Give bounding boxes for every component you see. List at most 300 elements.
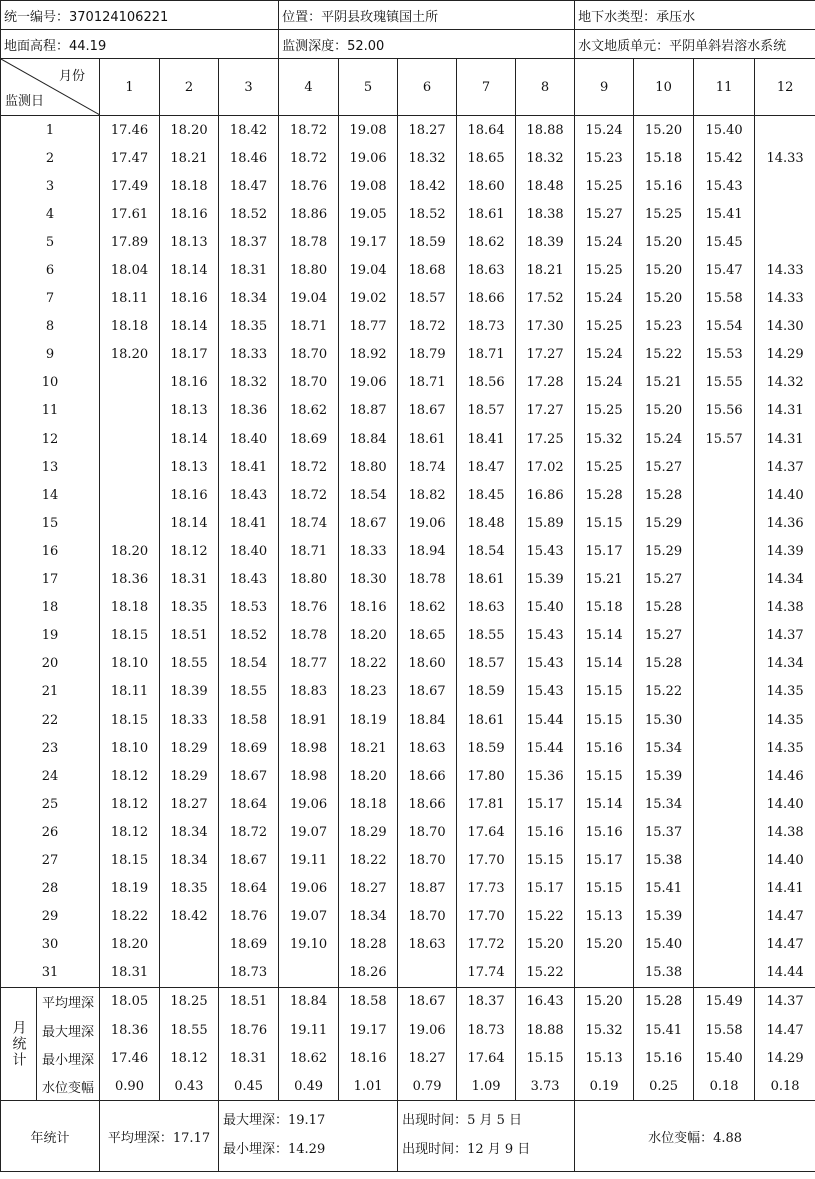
day-number: 18 xyxy=(1,594,100,622)
depth-value: 18.27 xyxy=(398,116,457,145)
depth-value: 15.18 xyxy=(634,144,694,172)
depth-value: 15.15 xyxy=(575,762,634,790)
depth-value: 18.33 xyxy=(160,706,219,734)
depth-value xyxy=(694,790,755,818)
month-header: 6 xyxy=(398,59,457,116)
yearly-extreme-times xyxy=(398,1101,575,1172)
depth-value: 18.16 xyxy=(160,481,219,509)
table-row xyxy=(1,285,815,313)
table-row xyxy=(1,313,815,341)
depth-value: 18.20 xyxy=(100,341,160,369)
depth-value: 15.25 xyxy=(575,256,634,284)
table-row xyxy=(1,706,815,734)
depth-value xyxy=(694,650,755,678)
depth-value: 18.92 xyxy=(339,341,398,369)
monthly-stat-row xyxy=(1,987,815,1016)
depth-value: 15.14 xyxy=(575,622,634,650)
stat-value: 15.32 xyxy=(575,1016,634,1044)
yearly-min: 最小埋深：14.29 xyxy=(223,1142,326,1158)
depth-value: 15.25 xyxy=(634,200,694,228)
depth-value: 18.74 xyxy=(398,453,457,481)
depth-value: 18.76 xyxy=(279,172,339,200)
depth-value: 15.39 xyxy=(634,762,694,790)
depth-value: 18.62 xyxy=(279,397,339,425)
stat-value: 18.37 xyxy=(457,987,516,1016)
depth-value: 18.69 xyxy=(279,425,339,453)
depth-value: 15.34 xyxy=(634,790,694,818)
depth-value: 18.62 xyxy=(457,228,516,256)
day-number: 26 xyxy=(1,818,100,846)
depth-value: 19.17 xyxy=(339,228,398,256)
depth-value: 15.43 xyxy=(516,650,575,678)
table-row xyxy=(1,172,815,200)
table-row xyxy=(1,762,815,790)
depth-value: 15.24 xyxy=(575,369,634,397)
stat-value: 15.13 xyxy=(575,1044,634,1072)
depth-value: 18.72 xyxy=(279,453,339,481)
depth-value xyxy=(694,678,755,706)
depth-value: 18.59 xyxy=(457,734,516,762)
table-row xyxy=(1,453,815,481)
yearly-max-time: 出现时间：5 月 5 日 xyxy=(402,1113,523,1129)
stat-value: 18.36 xyxy=(100,1016,160,1044)
depth-value: 15.36 xyxy=(516,762,575,790)
depth-value: 18.70 xyxy=(398,903,457,931)
depth-value: 18.63 xyxy=(398,734,457,762)
table-row xyxy=(1,650,815,678)
depth-value: 18.70 xyxy=(398,846,457,874)
depth-value: 14.40 xyxy=(755,790,815,818)
depth-value: 18.67 xyxy=(339,509,398,537)
depth-value: 15.22 xyxy=(634,678,694,706)
depth-value: 18.36 xyxy=(100,566,160,594)
table-row xyxy=(1,341,815,369)
stat-value: 15.16 xyxy=(634,1044,694,1072)
depth-value: 15.16 xyxy=(516,818,575,846)
table-row xyxy=(1,903,815,931)
depth-value: 18.76 xyxy=(279,594,339,622)
depth-value: 17.28 xyxy=(516,369,575,397)
depth-value: 18.69 xyxy=(219,931,279,959)
depth-value: 18.35 xyxy=(160,594,219,622)
depth-value: 18.43 xyxy=(219,481,279,509)
depth-value: 18.12 xyxy=(100,818,160,846)
depth-value: 18.38 xyxy=(516,200,575,228)
depth-value: 18.20 xyxy=(160,116,219,145)
stat-value: 16.43 xyxy=(516,987,575,1016)
depth-value: 15.15 xyxy=(575,678,634,706)
month-header: 10 xyxy=(634,59,694,116)
depth-value: 18.37 xyxy=(219,228,279,256)
monthly-stat-row xyxy=(1,1072,815,1101)
depth-value: 18.14 xyxy=(160,256,219,284)
depth-value: 18.15 xyxy=(100,622,160,650)
stat-value: 18.12 xyxy=(160,1044,219,1072)
depth-value: 15.43 xyxy=(516,678,575,706)
depth-value: 14.37 xyxy=(755,622,815,650)
depth-value: 18.27 xyxy=(339,875,398,903)
depth-value: 18.15 xyxy=(100,846,160,874)
stat-value: 18.73 xyxy=(457,1016,516,1044)
depth-value: 18.98 xyxy=(279,734,339,762)
stat-value: 17.64 xyxy=(457,1044,516,1072)
depth-value: 15.44 xyxy=(516,706,575,734)
depth-value xyxy=(279,959,339,988)
depth-value: 18.35 xyxy=(160,875,219,903)
depth-value xyxy=(100,481,160,509)
depth-value: 18.73 xyxy=(457,313,516,341)
table-row xyxy=(1,594,815,622)
month-header: 5 xyxy=(339,59,398,116)
depth-value: 15.15 xyxy=(575,875,634,903)
day-number: 17 xyxy=(1,566,100,594)
depth-value: 18.61 xyxy=(457,200,516,228)
day-number: 27 xyxy=(1,846,100,874)
depth-value: 18.69 xyxy=(219,734,279,762)
depth-value: 18.18 xyxy=(100,594,160,622)
stat-value: 18.05 xyxy=(100,987,160,1016)
month-header: 8 xyxy=(516,59,575,116)
depth-value: 18.77 xyxy=(279,650,339,678)
depth-value xyxy=(398,959,457,988)
depth-value: 18.29 xyxy=(160,762,219,790)
stat-value: 15.28 xyxy=(634,987,694,1016)
depth-value: 15.20 xyxy=(634,116,694,145)
depth-value: 15.20 xyxy=(634,397,694,425)
depth-value: 14.34 xyxy=(755,566,815,594)
depth-value: 18.72 xyxy=(219,818,279,846)
depth-value: 14.31 xyxy=(755,425,815,453)
depth-value: 18.16 xyxy=(160,285,219,313)
depth-value: 18.70 xyxy=(398,818,457,846)
day-number: 20 xyxy=(1,650,100,678)
month-header: 3 xyxy=(219,59,279,116)
depth-value: 18.54 xyxy=(339,481,398,509)
depth-value: 17.74 xyxy=(457,959,516,988)
depth-value xyxy=(694,453,755,481)
depth-value: 18.64 xyxy=(457,116,516,145)
depth-value: 18.64 xyxy=(219,790,279,818)
depth-value: 18.55 xyxy=(219,678,279,706)
depth-value xyxy=(575,959,634,988)
month-header: 4 xyxy=(279,59,339,116)
table-row xyxy=(1,228,815,256)
table-row xyxy=(1,397,815,425)
depth-value: 18.54 xyxy=(457,537,516,565)
depth-value: 17.49 xyxy=(100,172,160,200)
depth-value: 18.26 xyxy=(339,959,398,988)
depth-value: 18.20 xyxy=(100,537,160,565)
depth-value: 19.06 xyxy=(279,875,339,903)
table-row xyxy=(1,959,815,988)
table-row xyxy=(1,537,815,565)
depth-value: 17.02 xyxy=(516,453,575,481)
depth-value: 18.59 xyxy=(398,228,457,256)
monitoring-depth: 监测深度：52.00 xyxy=(279,30,575,59)
depth-value: 15.13 xyxy=(575,903,634,931)
depth-value: 15.28 xyxy=(634,650,694,678)
day-number: 8 xyxy=(1,313,100,341)
depth-value: 14.38 xyxy=(755,818,815,846)
depth-value: 18.20 xyxy=(100,931,160,959)
depth-value: 18.84 xyxy=(339,425,398,453)
depth-value: 16.86 xyxy=(516,481,575,509)
depth-value: 19.07 xyxy=(279,818,339,846)
depth-value: 17.80 xyxy=(457,762,516,790)
depth-value xyxy=(694,875,755,903)
depth-value: 18.84 xyxy=(398,706,457,734)
depth-value: 18.34 xyxy=(160,818,219,846)
depth-value: 15.28 xyxy=(575,481,634,509)
depth-value: 15.27 xyxy=(634,622,694,650)
depth-value: 18.62 xyxy=(398,594,457,622)
depth-value xyxy=(160,931,219,959)
depth-value: 18.70 xyxy=(279,369,339,397)
depth-value: 15.16 xyxy=(575,734,634,762)
table-row xyxy=(1,566,815,594)
stat-value: 15.49 xyxy=(694,987,755,1016)
depth-value: 15.47 xyxy=(694,256,755,284)
stat-name: 最小埋深 xyxy=(37,1044,100,1072)
depth-value: 18.22 xyxy=(339,846,398,874)
depth-value xyxy=(694,818,755,846)
depth-value: 18.14 xyxy=(160,509,219,537)
depth-value: 18.59 xyxy=(457,678,516,706)
depth-value: 18.58 xyxy=(219,706,279,734)
table-row xyxy=(1,818,815,846)
depth-value: 14.30 xyxy=(755,313,815,341)
stat-value: 15.15 xyxy=(516,1044,575,1072)
depth-value: 15.16 xyxy=(634,172,694,200)
depth-value: 18.86 xyxy=(279,200,339,228)
depth-value: 19.04 xyxy=(279,285,339,313)
depth-value: 15.17 xyxy=(575,846,634,874)
depth-value: 18.17 xyxy=(160,341,219,369)
stat-value: 18.58 xyxy=(339,987,398,1016)
stat-value: 3.73 xyxy=(516,1072,575,1101)
depth-value: 17.47 xyxy=(100,144,160,172)
depth-value: 15.15 xyxy=(516,846,575,874)
depth-value xyxy=(694,762,755,790)
month-axis-label: 月份 xyxy=(58,69,85,84)
day-number: 4 xyxy=(1,200,100,228)
depth-value: 18.42 xyxy=(398,172,457,200)
depth-value: 15.53 xyxy=(694,341,755,369)
depth-value: 17.25 xyxy=(516,425,575,453)
depth-value: 17.30 xyxy=(516,313,575,341)
stat-value: 19.17 xyxy=(339,1016,398,1044)
month-header: 7 xyxy=(457,59,516,116)
day-number: 2 xyxy=(1,144,100,172)
depth-value: 18.66 xyxy=(457,285,516,313)
depth-value: 14.29 xyxy=(755,341,815,369)
depth-value: 17.73 xyxy=(457,875,516,903)
monthly-stat-row xyxy=(1,1044,815,1072)
day-number: 1 xyxy=(1,116,100,145)
month-header: 11 xyxy=(694,59,755,116)
depth-value: 18.72 xyxy=(398,313,457,341)
depth-value: 15.43 xyxy=(516,622,575,650)
depth-value: 18.14 xyxy=(160,313,219,341)
station-id: 统一编号：370124106221 xyxy=(1,1,279,30)
depth-value: 19.10 xyxy=(279,931,339,959)
stat-value: 0.19 xyxy=(575,1072,634,1101)
depth-value: 18.32 xyxy=(516,144,575,172)
table-row xyxy=(1,622,815,650)
depth-value: 18.18 xyxy=(339,790,398,818)
table-row xyxy=(1,481,815,509)
depth-value: 18.16 xyxy=(160,369,219,397)
depth-value: 18.13 xyxy=(160,397,219,425)
depth-value: 18.31 xyxy=(100,959,160,988)
depth-value: 15.17 xyxy=(516,790,575,818)
depth-value: 17.70 xyxy=(457,903,516,931)
depth-value: 18.35 xyxy=(219,313,279,341)
depth-value: 18.11 xyxy=(100,678,160,706)
depth-value: 18.45 xyxy=(457,481,516,509)
location: 位置：平阴县玫瑰镇国土所 xyxy=(279,1,575,30)
depth-value: 18.19 xyxy=(100,875,160,903)
depth-value: 18.68 xyxy=(398,256,457,284)
depth-value: 18.39 xyxy=(516,228,575,256)
depth-value: 18.29 xyxy=(339,818,398,846)
table-row xyxy=(1,734,815,762)
depth-value: 19.04 xyxy=(339,256,398,284)
depth-value: 15.24 xyxy=(634,425,694,453)
day-number: 31 xyxy=(1,959,100,988)
depth-value: 18.41 xyxy=(219,453,279,481)
yearly-range: 水位变幅：4.88 xyxy=(575,1101,815,1172)
depth-value: 15.17 xyxy=(516,875,575,903)
day-number: 24 xyxy=(1,762,100,790)
table-row xyxy=(1,790,815,818)
depth-value: 15.24 xyxy=(575,285,634,313)
monthly-stat-row xyxy=(1,1016,815,1044)
depth-value: 15.23 xyxy=(634,313,694,341)
depth-value: 18.94 xyxy=(398,537,457,565)
day-number: 16 xyxy=(1,537,100,565)
stat-value: 0.18 xyxy=(755,1072,815,1101)
depth-value: 18.14 xyxy=(160,425,219,453)
depth-value: 18.11 xyxy=(100,285,160,313)
depth-value: 18.23 xyxy=(339,678,398,706)
table-row xyxy=(1,116,815,145)
yearly-stat-row xyxy=(1,1101,815,1172)
depth-value: 18.29 xyxy=(160,734,219,762)
yearly-max: 最大埋深：19.17 xyxy=(223,1113,326,1129)
stat-value: 0.18 xyxy=(694,1072,755,1101)
depth-value xyxy=(160,959,219,988)
depth-value: 15.32 xyxy=(575,425,634,453)
depth-value: 18.20 xyxy=(339,762,398,790)
depth-value: 18.63 xyxy=(398,931,457,959)
depth-value xyxy=(100,369,160,397)
stat-name: 水位变幅 xyxy=(37,1072,100,1101)
depth-value: 14.40 xyxy=(755,846,815,874)
depth-value: 19.11 xyxy=(279,846,339,874)
depth-value: 18.42 xyxy=(160,903,219,931)
depth-value: 15.28 xyxy=(634,594,694,622)
stat-value: 14.37 xyxy=(755,987,815,1016)
day-number: 15 xyxy=(1,509,100,537)
depth-value xyxy=(755,228,815,256)
day-number: 28 xyxy=(1,875,100,903)
depth-value xyxy=(694,481,755,509)
depth-value: 19.08 xyxy=(339,116,398,145)
stat-value: 14.47 xyxy=(755,1016,815,1044)
stat-value: 18.55 xyxy=(160,1016,219,1044)
yearly-extremes xyxy=(219,1101,398,1172)
corner-cell xyxy=(1,59,100,116)
depth-value: 18.71 xyxy=(398,369,457,397)
depth-value: 15.39 xyxy=(516,566,575,594)
depth-value: 18.27 xyxy=(160,790,219,818)
stat-value: 19.06 xyxy=(398,1016,457,1044)
month-header: 12 xyxy=(755,59,815,116)
depth-value: 18.74 xyxy=(279,509,339,537)
depth-value: 15.20 xyxy=(516,931,575,959)
hydrogeologic-unit: 水文地质单元：平阴单斜岩溶水系统 xyxy=(575,30,815,59)
depth-value: 18.79 xyxy=(398,341,457,369)
info-row-1 xyxy=(1,1,815,30)
depth-value: 18.10 xyxy=(100,734,160,762)
depth-value xyxy=(694,846,755,874)
depth-value: 18.47 xyxy=(457,453,516,481)
depth-value: 17.27 xyxy=(516,341,575,369)
depth-value: 18.82 xyxy=(398,481,457,509)
depth-value: 17.46 xyxy=(100,116,160,145)
stat-value: 18.76 xyxy=(219,1016,279,1044)
day-number: 10 xyxy=(1,369,100,397)
month-header: 2 xyxy=(160,59,219,116)
depth-value: 14.38 xyxy=(755,594,815,622)
depth-value: 15.45 xyxy=(694,228,755,256)
stat-value: 18.27 xyxy=(398,1044,457,1072)
table-row xyxy=(1,509,815,537)
depth-value: 15.25 xyxy=(575,397,634,425)
depth-value: 15.22 xyxy=(516,959,575,988)
depth-value: 18.41 xyxy=(457,425,516,453)
depth-value: 15.42 xyxy=(694,144,755,172)
stat-name: 最大埋深 xyxy=(37,1016,100,1044)
depth-value: 15.16 xyxy=(575,818,634,846)
depth-value: 18.60 xyxy=(457,172,516,200)
depth-value: 18.19 xyxy=(339,706,398,734)
table-row xyxy=(1,425,815,453)
stat-value: 15.58 xyxy=(694,1016,755,1044)
month-header: 9 xyxy=(575,59,634,116)
depth-value: 18.65 xyxy=(398,622,457,650)
depth-value: 18.71 xyxy=(279,537,339,565)
depth-value: 18.18 xyxy=(160,172,219,200)
depth-value: 18.78 xyxy=(279,228,339,256)
depth-value: 18.34 xyxy=(339,903,398,931)
depth-value: 18.80 xyxy=(339,453,398,481)
table-row xyxy=(1,846,815,874)
depth-value: 18.51 xyxy=(160,622,219,650)
depth-value: 18.80 xyxy=(279,566,339,594)
stat-value: 18.25 xyxy=(160,987,219,1016)
depth-value: 19.06 xyxy=(398,509,457,537)
depth-value xyxy=(755,172,815,200)
depth-value: 18.48 xyxy=(516,172,575,200)
day-number: 23 xyxy=(1,734,100,762)
stat-value: 17.46 xyxy=(100,1044,160,1072)
depth-value: 15.40 xyxy=(634,931,694,959)
depth-value: 15.40 xyxy=(694,116,755,145)
yearly-average: 平均埋深：17.17 xyxy=(100,1101,219,1172)
depth-value: 18.22 xyxy=(100,903,160,931)
